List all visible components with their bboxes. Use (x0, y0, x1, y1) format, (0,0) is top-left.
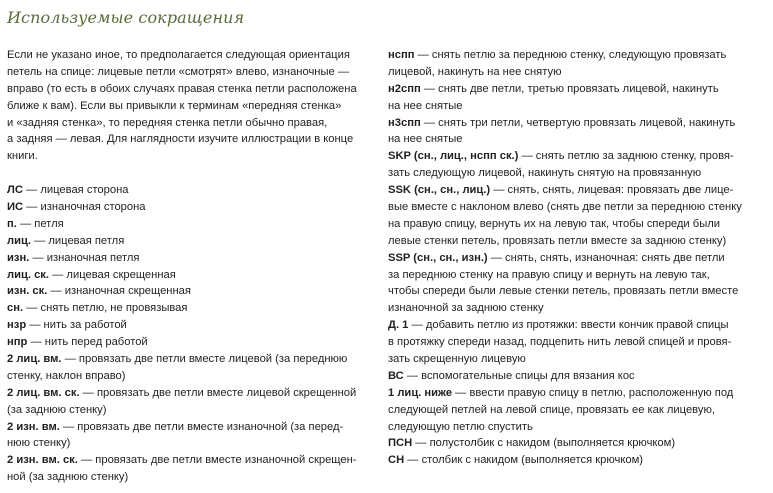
entry-line (7, 182, 379, 199)
abbreviation-definition: следующую петлю спустить (388, 420, 533, 433)
entry-line (388, 267, 768, 284)
entry-line (388, 165, 768, 182)
abbreviation-term: ПСН (388, 437, 413, 450)
entry-line (7, 250, 379, 267)
abbreviation-definition: чтобы спереди были левые стенки петель, провязать петли вместе (388, 285, 739, 298)
abbreviation-term: п. (7, 217, 17, 230)
abbreviation-entry (7, 199, 379, 216)
abbreviation-term: SSK (сн., сн., лиц.) (388, 184, 491, 197)
entry-line (7, 351, 379, 368)
entry-line (388, 368, 768, 385)
abbreviation-term: 2 изн. вм. ск. (7, 454, 78, 467)
abbreviation-entry (7, 334, 379, 351)
abbreviation-term: Д. 1 (388, 319, 409, 332)
abbreviation-term: лиц. ск. (7, 268, 50, 281)
abbreviation-term: лиц. (7, 234, 31, 247)
entry-line (7, 368, 379, 385)
intro-paragraph (7, 47, 379, 165)
abbreviation-term: изн. ск. (7, 285, 48, 298)
abbreviation-definition: — вспомогательные спицы для вязания кос (403, 369, 635, 382)
abbreviation-definition: — ввести правую спицу в петлю, расположенную под (452, 386, 734, 399)
abbreviation-definition: — снять две петли, третью провязать лицевой, накинуть (420, 82, 719, 95)
entry-line (7, 300, 379, 317)
entry-line (388, 317, 768, 334)
abbreviation-definition: — провязать две петли вместе лицевой скрещенной (79, 386, 357, 399)
abbreviation-definition: изнаночной за заднюю стенку (388, 302, 544, 315)
entry-line (7, 402, 379, 419)
abbreviation-entry (388, 368, 768, 385)
abbreviation-definition: — лицевая сторона (22, 184, 129, 197)
abbreviation-definition: нюю стенку) (7, 437, 71, 450)
abbreviation-definition: — лицевая скрещенная (49, 268, 176, 281)
entry-line (7, 267, 379, 284)
abbreviation-term: н3спп (388, 116, 421, 129)
entry-line (7, 435, 379, 452)
abbreviation-list-right (388, 47, 768, 469)
abbreviation-definition: лицевой, накинуть на нее снятую (388, 65, 562, 78)
entry-line (388, 98, 768, 115)
abbreviation-entry (7, 385, 379, 419)
entry-line (388, 81, 768, 98)
entry-line (388, 233, 768, 250)
abbreviation-term: ВС (388, 369, 404, 382)
abbreviation-definition: — лицевая петля (30, 234, 125, 247)
abbreviation-term: SSP (сн., сн., изн.) (388, 251, 488, 264)
section-title: Используемые сокращения (7, 8, 245, 27)
abbreviation-entry (7, 283, 379, 300)
abbreviation-entry (388, 115, 768, 149)
abbreviation-definition: вые вместе с наклоном влево (снять две петли за переднюю стенку (388, 201, 742, 214)
entry-line (388, 334, 768, 351)
abbreviation-term: нзр (7, 319, 27, 332)
abbreviation-entry (7, 452, 379, 486)
abbreviation-term: изн. (7, 251, 30, 264)
abbreviation-list-left (7, 182, 379, 486)
right-column (388, 47, 768, 469)
abbreviation-term: сн. (7, 302, 24, 315)
abbreviation-definition: — нить за работой (26, 319, 127, 332)
abbreviation-entry (388, 250, 768, 318)
abbreviation-term: 1 лиц. ниже (388, 386, 453, 399)
entry-line (388, 47, 768, 64)
abbreviation-definition: — нить перед работой (27, 336, 148, 349)
abbreviation-term: 2 лиц. вм. ск. (7, 386, 80, 399)
abbreviation-definition: в протяжку спереди назад, подцепить нить левой спицей и провя- (388, 336, 732, 349)
entry-line (388, 385, 768, 402)
abbreviation-definition: — провязать две петли вместе лицевой (за переднюю (61, 353, 348, 366)
entry-line (388, 148, 768, 165)
entry-line (7, 385, 379, 402)
intro-line: ближе к вам). Если вы привыкли к терминам «передняя стенка» (7, 99, 342, 112)
entry-line (7, 199, 379, 216)
abbreviation-definition: — добавить петлю из протяжки: ввести кончик правой спицы (408, 319, 729, 332)
entry-line (388, 283, 768, 300)
entry-line (388, 115, 768, 132)
abbreviation-entry (388, 47, 768, 81)
abbreviation-definition: (за заднюю стенку) (7, 403, 107, 416)
entry-line (7, 283, 379, 300)
abbreviation-definition: за переднюю стенку на правую спицу и вернуть на левую так, (388, 268, 710, 281)
abbreviation-definition: — провязать две петли вместе изнаночной скрещен- (77, 454, 357, 467)
abbreviation-term: 2 лиц. вм. (7, 353, 62, 366)
abbreviation-entry (7, 317, 379, 334)
abbreviation-definition: следующей петлей на левой спице, провязать ее как лицевую, (388, 403, 715, 416)
abbreviation-definition: на нее снятые (388, 133, 463, 146)
abbreviation-entry (388, 452, 768, 469)
entry-line (388, 199, 768, 216)
abbreviation-entry (7, 233, 379, 250)
abbreviation-term: 2 изн. вм. (7, 420, 60, 433)
abbreviation-definition: зать скрещенную лицевую (388, 353, 526, 366)
abbreviation-entry (7, 267, 379, 284)
entry-line (7, 334, 379, 351)
abbreviation-definition: левые стенки петель, провязать петли вместе за заднюю стенку) (388, 234, 727, 247)
abbreviation-entry (388, 385, 768, 436)
abbreviation-entry (388, 81, 768, 115)
intro-line: книги. (7, 150, 38, 163)
abbreviation-entry (7, 351, 379, 385)
abbreviation-definition: ной (за заднюю стенку) (7, 471, 129, 484)
entry-line (388, 216, 768, 233)
entry-line (7, 233, 379, 250)
left-column (7, 47, 379, 486)
abbreviation-definition: — снять петлю за заднюю стенку, провя- (518, 150, 734, 163)
abbreviation-definition: на правую спицу, вернуть их на левую так, чтобы спереди были (388, 217, 721, 230)
abbreviation-entry (388, 148, 768, 182)
abbreviation-term: нпр (7, 336, 28, 349)
paragraph-gap (7, 165, 379, 182)
abbreviation-entry (388, 317, 768, 368)
entry-line (388, 64, 768, 81)
entry-line (7, 317, 379, 334)
entry-line (388, 351, 768, 368)
abbreviation-definition: — изнаночная скрещенная (47, 285, 191, 298)
abbreviation-entry (7, 419, 379, 453)
abbreviation-term: СН (388, 454, 405, 467)
entry-line (388, 250, 768, 267)
abbreviation-term: нспп (388, 49, 415, 61)
entry-line (388, 452, 768, 469)
abbreviation-definition: — провязать две петли вместе изнаночной (за перед- (59, 420, 344, 433)
abbreviation-term: н2спп (388, 82, 421, 95)
abbreviation-entry (7, 300, 379, 317)
entry-line (7, 419, 379, 436)
abbreviation-entry (7, 182, 379, 199)
abbreviation-definition: — петля (16, 217, 64, 230)
abbreviation-definition: — снять, снять, лицевая: провязать две лице- (490, 184, 734, 197)
abbreviation-definition: стенку, наклон вправо) (7, 369, 126, 382)
abbreviation-definition: зать следующую лицевой, накинуть снятую на провязанную (388, 167, 702, 180)
entry-line (388, 435, 768, 452)
abbreviation-definition: — столбик с накидом (выполняется крючком) (404, 454, 643, 467)
abbreviation-term: ИС (7, 201, 24, 214)
abbreviation-entry (7, 216, 379, 233)
abbreviation-definition: — изнаночная сторона (23, 201, 146, 214)
abbreviation-entry (7, 250, 379, 267)
entry-line (388, 131, 768, 148)
abbreviation-definition: — полустолбик с накидом (выполняется крючком) (412, 437, 676, 450)
abbreviation-term: SKP (сн., лиц., нспп ск.) (388, 150, 519, 163)
abbreviation-definition: — снять три петли, четвертую провязать лицевой, накинуть (420, 116, 736, 129)
abbreviation-definition: — снять петлю, не провязывая (23, 302, 188, 315)
intro-line: а задняя — левая. Для наглядности изучите иллюстрации в конце (7, 133, 354, 146)
abbreviation-definition: на нее снятые (388, 99, 463, 112)
entry-line (388, 182, 768, 199)
abbreviation-entry (388, 182, 768, 250)
abbreviation-definition: — снять петлю за переднюю стенку, следующую провязать (414, 49, 727, 61)
intro-line: петель на спице: лицевые петли «смотрят» влево, изнаночные — (7, 65, 350, 78)
entry-line (388, 402, 768, 419)
entry-line (388, 300, 768, 317)
abbreviation-term: ЛС (7, 184, 23, 197)
intro-line: и «задняя стенка», то передняя стенка петли обычно правая, (7, 116, 328, 129)
abbreviation-entry (388, 435, 768, 452)
intro-line: Если не указано иное, то предполагается следующая ориентация (7, 49, 350, 61)
entry-line (7, 452, 379, 469)
entry-line (388, 419, 768, 436)
entry-line (7, 216, 379, 233)
intro-line: вправо (то есть в обоих случаях правая стенка петли расположена (7, 82, 357, 95)
entry-line (7, 469, 379, 486)
abbreviation-definition: — снять, снять, изнаночная: снять две петли (487, 251, 725, 264)
abbreviation-definition: — изнаночная петля (29, 251, 140, 264)
